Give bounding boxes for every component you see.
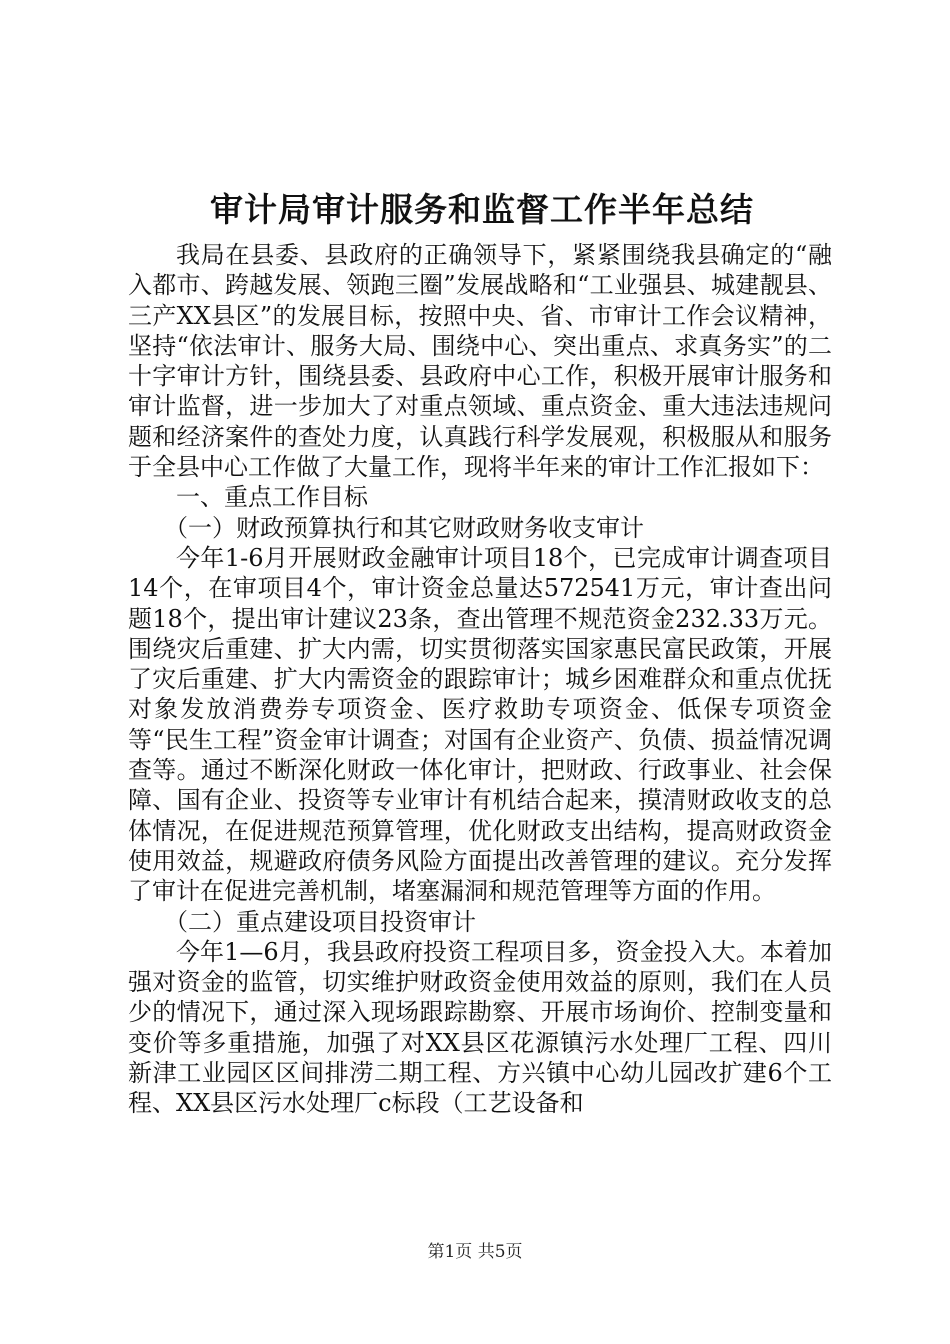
- investment-audit-paragraph: 今年1—6月，我县政府投资工程项目多，资金投入大。本着加强对资金的监管，切实维护财政资金使用效益的原则，我们在人员少的情况下，通过深入现场跟踪勘察、开展市场询价、控制变量和变价等多重措施，加强了对XX县区花源镇污水处理厂工程、四川新津工业园区区间排涝二期工程、方兴镇中心幼儿园改扩建6个工程、XX县区污水处理厂c标段（工艺设备和: [128, 937, 832, 1118]
- document-title: 审计局审计服务和监督工作半年总结: [210, 190, 754, 229]
- page-number-footer: 第1页 共5页: [427, 1242, 523, 1262]
- subsection-heading-budget-audit: （一）财政预算执行和其它财政财务收支审计: [164, 513, 644, 542]
- subsection-heading-investment-audit: （二）重点建设项目投资审计: [164, 907, 476, 936]
- budget-audit-paragraph: 今年1-6月开展财政金融审计项目18个，已完成审计调查项目14个，在审项目4个，审计资金总量达572541万元，审计查出问题18个，提出审计建议23条，查出管理不规范资金232.33万元。围绕灾后重建、扩大内需，切实贯彻落实国家惠民富民政策，开展了灾后重建、扩大内需资金的跟踪审计；城乡困难群众和重点优抚对象发放消费券专项资金、医疗救助专项资金、低保专项资金等“民生工程”资金审计调查；对国有企业资产、负债、损益情况调查等。通过不断深化财政一体化审计，把财政、行政事业、社会保障、国有企业、投资等专业审计有机结合起来，摸清财政收支的总体情况，在促进规范预算管理，优化财政支出结构，提高财政资金使用效益，规避政府债务风险方面提出改善管理的建议。充分发挥了审计在促进完善机制，堵塞漏洞和规范管理等方面的作用。: [128, 543, 832, 906]
- intro-paragraph: 我局在县委、县政府的正确领导下，紧紧围绕我县确定的“融入都市、跨越发展、领跑三圈”发展战略和“工业强县、城建靓县、三产XX县区”的发展目标，按照中央、省、市审计工作会议精神，坚持“依法审计、服务大局、围绕中心、突出重点、求真务实”的二十字审计方针，围绕县委、县政府中心工作，积极开展审计服务和审计监督，进一步加大了对重点领域、重点资金、重大违法违规问题和经济案件的查处力度，认真践行科学发展观，积极服从和服务于全县中心工作做了大量工作，现将半年来的审计工作汇报如下：: [128, 241, 832, 482]
- section-heading-key-goals: 一、重点工作目标: [176, 483, 368, 512]
- document-body: [128, 240, 832, 1119]
- document-page: [128, 180, 832, 1119]
